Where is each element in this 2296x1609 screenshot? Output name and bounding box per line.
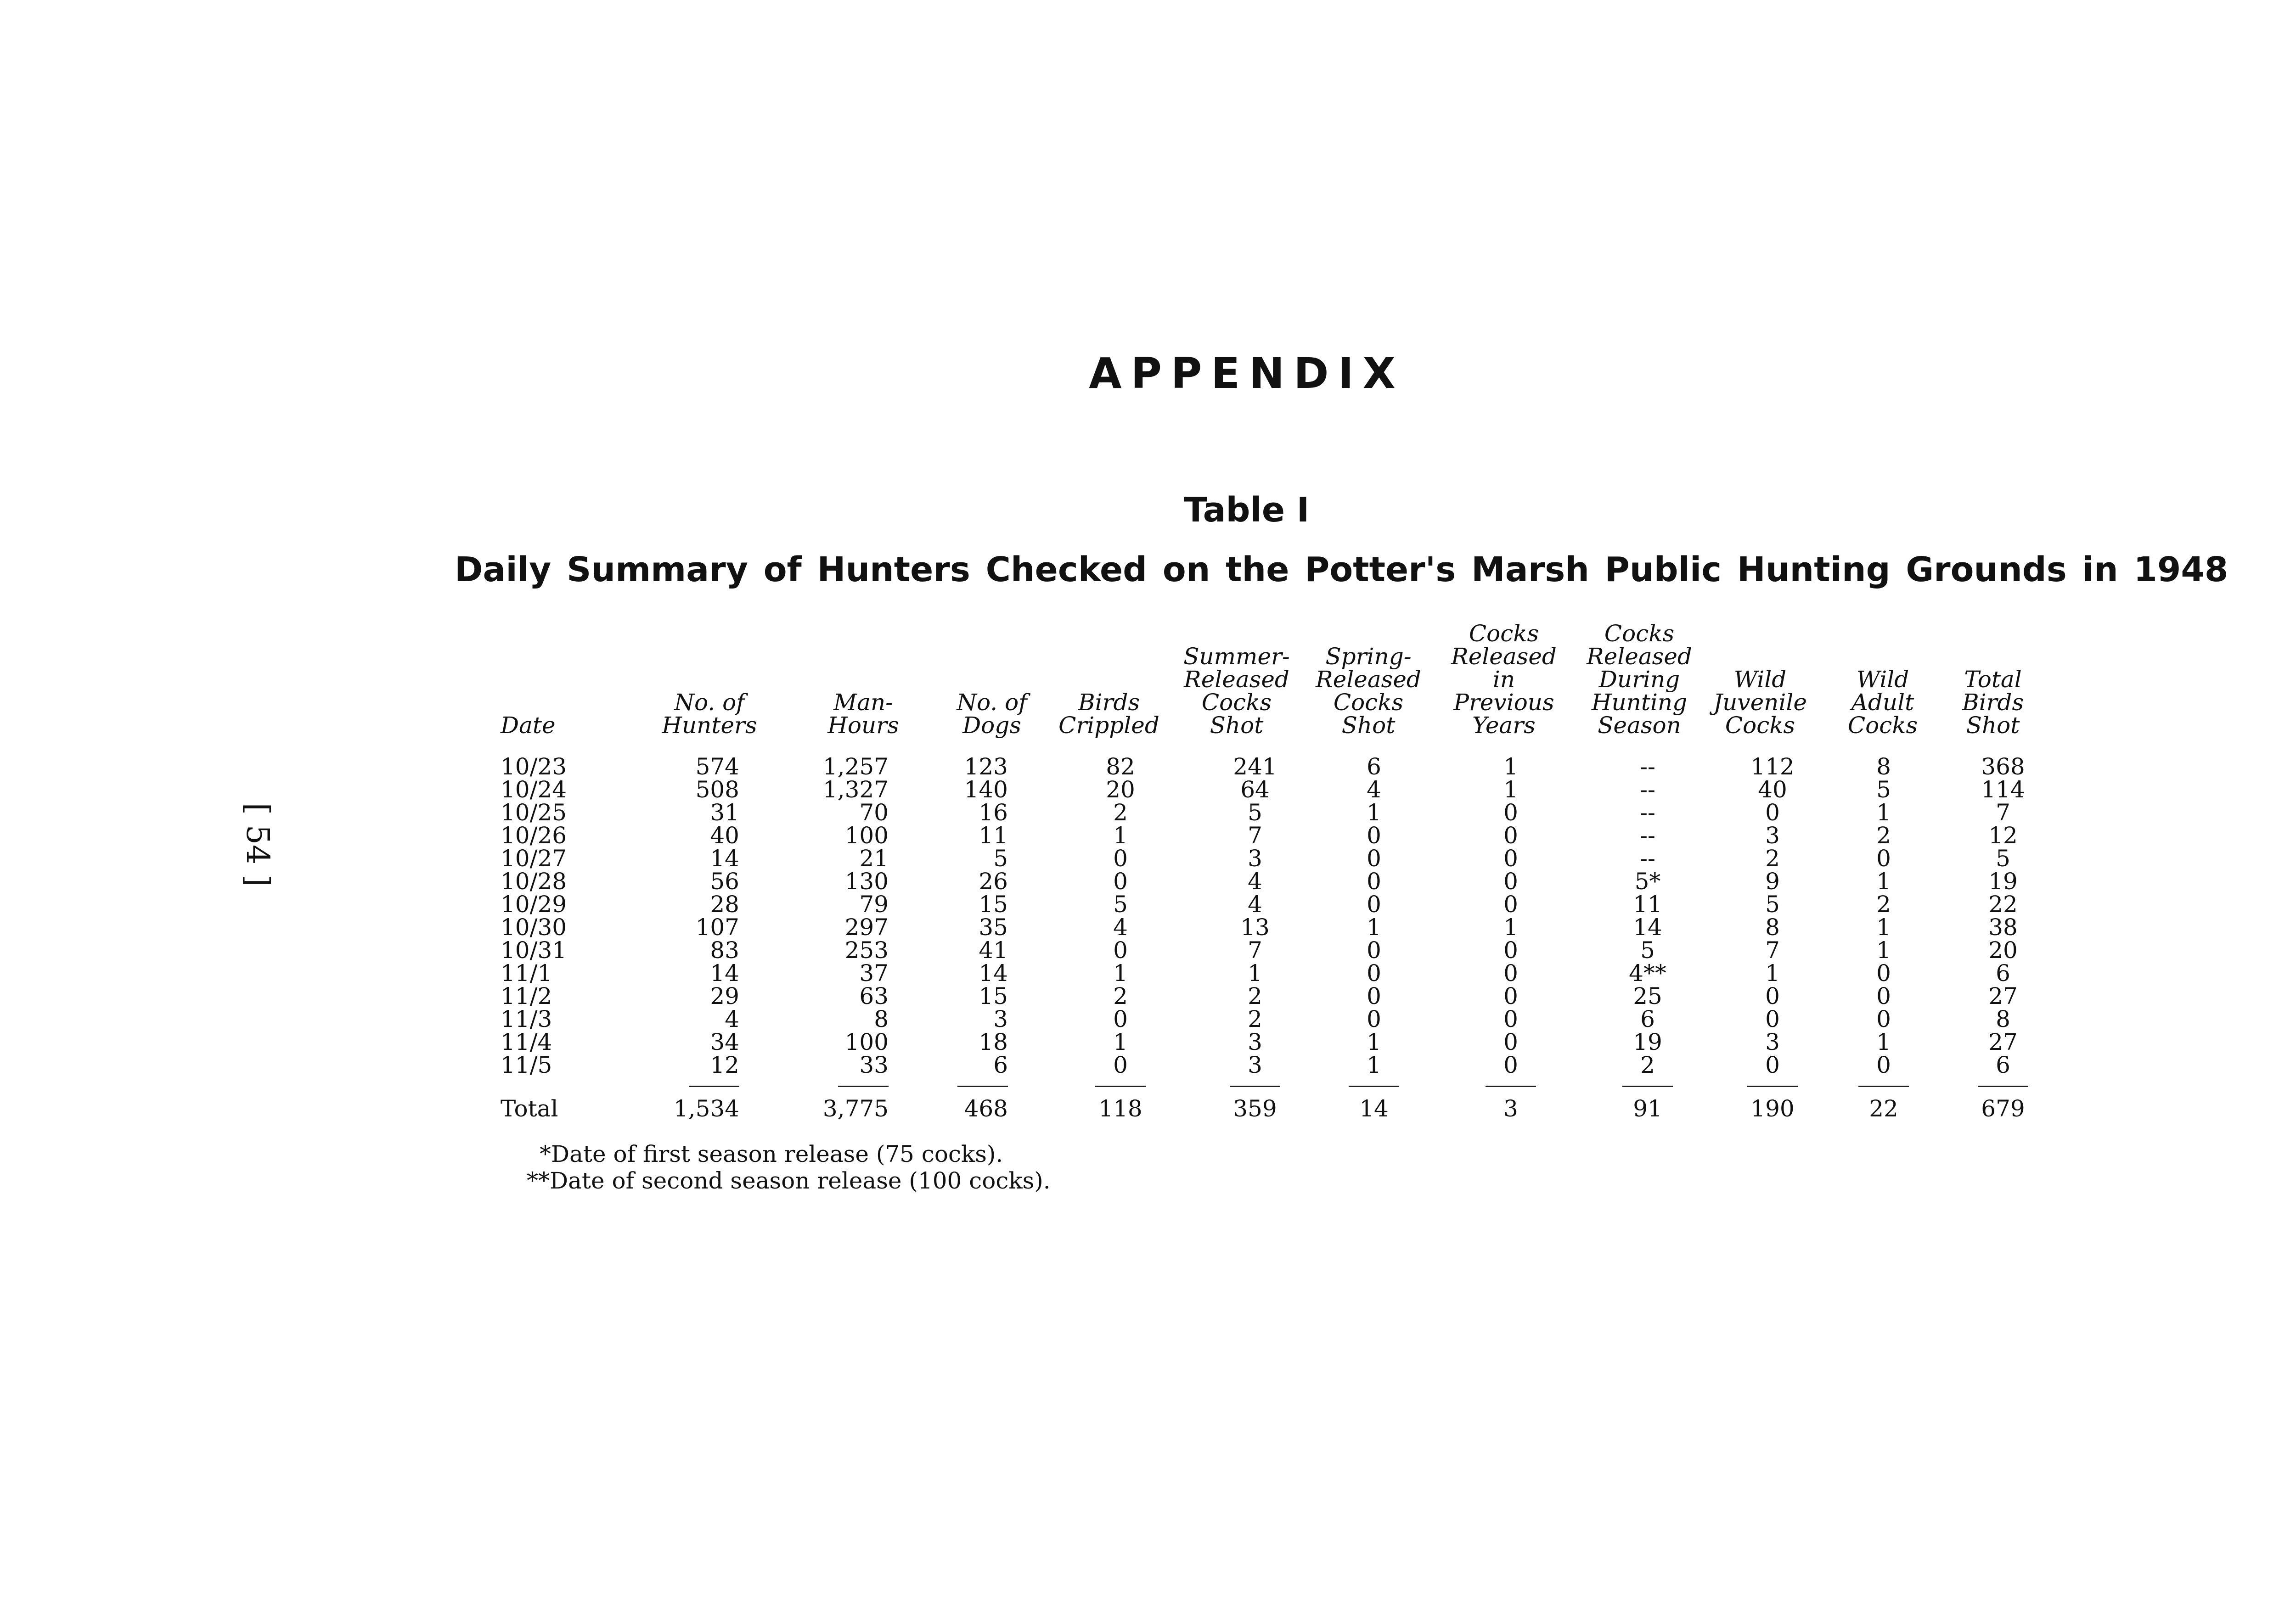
cell-man-hours: 8 xyxy=(874,1006,889,1032)
total-spring: 14 xyxy=(1359,1095,1389,1122)
cell-during: 14 xyxy=(1633,914,1662,941)
cell-hunters: 4 xyxy=(725,1006,739,1032)
total-rule-during xyxy=(1622,1086,1673,1087)
total-wild-juv: 190 xyxy=(1750,1095,1795,1122)
cell-date: 10/30 xyxy=(501,914,567,941)
total-man-hours: 3,775 xyxy=(822,1095,889,1122)
cell-spring: 0 xyxy=(1367,1006,1381,1032)
cell-man-hours: 33 xyxy=(859,1052,889,1078)
cell-man-hours: 297 xyxy=(844,914,889,941)
cell-summer: 3 xyxy=(1248,845,1262,872)
cell-spring: 0 xyxy=(1367,845,1381,872)
cell-during: 4** xyxy=(1629,960,1666,987)
cell-man-hours: 130 xyxy=(844,868,889,895)
cell-wild-adult: 0 xyxy=(1876,960,1891,987)
cell-wild-juv: 0 xyxy=(1765,1052,1780,1078)
cell-date: 10/26 xyxy=(501,822,567,849)
cell-date: 10/25 xyxy=(501,799,567,826)
total-previous: 3 xyxy=(1503,1095,1518,1122)
table-row xyxy=(478,916,2039,939)
cell-previous: 0 xyxy=(1503,822,1518,849)
cell-crippled: 5 xyxy=(1113,891,1128,918)
cell-summer: 241 xyxy=(1233,753,1277,780)
cell-hunters: 34 xyxy=(710,1029,739,1055)
footnote-second-release: **Date of second season release (100 cocks). xyxy=(527,1167,1051,1194)
cell-spring: 6 xyxy=(1367,753,1381,780)
total-hunters: 1,534 xyxy=(673,1095,739,1122)
cell-summer: 7 xyxy=(1248,937,1262,964)
table-row xyxy=(478,939,2039,962)
cell-wild-juv: 3 xyxy=(1765,1029,1780,1055)
total-rule-wild-adult xyxy=(1858,1086,1909,1087)
cell-summer: 1 xyxy=(1248,960,1262,987)
cell-crippled: 0 xyxy=(1113,868,1128,895)
cell-summer: 4 xyxy=(1248,868,1262,895)
cell-man-hours: 21 xyxy=(859,845,889,872)
cell-previous: 0 xyxy=(1503,960,1518,987)
cell-during: 5 xyxy=(1640,937,1655,964)
cell-during: -- xyxy=(1640,753,1655,780)
table-title: Daily Summary of Hunters Checked on the Potter's Marsh Public Hunting Grounds in 1948 xyxy=(455,550,2228,589)
cell-spring: 0 xyxy=(1367,983,1381,1009)
col-header-spring: Spring- Released Cocks Shot xyxy=(1316,643,1421,739)
col-header-date: Date xyxy=(501,712,556,739)
cell-wild-adult: 0 xyxy=(1876,983,1891,1009)
cell-wild-adult: 2 xyxy=(1876,891,1891,918)
cell-summer: 3 xyxy=(1248,1052,1262,1078)
cell-dogs: 15 xyxy=(979,983,1008,1009)
cell-during: -- xyxy=(1640,776,1655,803)
total-rule-wild-juv xyxy=(1747,1086,1798,1087)
cell-wild-juv: 5 xyxy=(1765,891,1780,918)
cell-summer: 2 xyxy=(1248,983,1262,1009)
cell-during: 6 xyxy=(1640,1006,1655,1032)
table-row xyxy=(478,778,2039,801)
cell-spring: 0 xyxy=(1367,868,1381,895)
cell-date: 10/31 xyxy=(501,937,567,964)
cell-hunters: 508 xyxy=(695,776,739,803)
cell-man-hours: 100 xyxy=(844,1029,889,1055)
cell-wild-juv: 7 xyxy=(1765,937,1780,964)
cell-crippled: 0 xyxy=(1113,845,1128,872)
cell-total-shot: 27 xyxy=(1988,983,2018,1009)
cell-previous: 0 xyxy=(1503,983,1518,1009)
cell-man-hours: 1,257 xyxy=(822,753,889,780)
cell-wild-juv: 0 xyxy=(1765,1006,1780,1032)
total-rule-total-shot xyxy=(1978,1086,2028,1087)
total-crippled: 118 xyxy=(1098,1095,1142,1122)
total-dogs: 468 xyxy=(964,1095,1008,1122)
cell-wild-adult: 0 xyxy=(1876,845,1891,872)
cell-wild-adult: 5 xyxy=(1876,776,1891,803)
cell-total-shot: 6 xyxy=(1996,1052,2010,1078)
cell-summer: 2 xyxy=(1248,1006,1262,1032)
col-header-total-shot: Total Birds Shot xyxy=(1962,666,2024,739)
cell-man-hours: 37 xyxy=(859,960,889,987)
cell-during: -- xyxy=(1640,845,1655,872)
cell-date: 10/28 xyxy=(501,868,567,895)
cell-wild-juv: 0 xyxy=(1765,799,1780,826)
cell-man-hours: 63 xyxy=(859,983,889,1009)
col-header-during: Cocks Released During Hunting Season xyxy=(1587,620,1692,739)
cell-previous: 0 xyxy=(1503,891,1518,918)
cell-summer: 64 xyxy=(1240,776,1270,803)
cell-during: 19 xyxy=(1633,1029,1662,1055)
cell-date: 10/23 xyxy=(501,753,567,780)
table-row xyxy=(478,1031,2039,1054)
cell-wild-juv: 9 xyxy=(1765,868,1780,895)
cell-wild-juv: 2 xyxy=(1765,845,1780,872)
data-table xyxy=(478,613,2039,1122)
col-header-hunters: No. of Hunters xyxy=(662,689,757,739)
cell-wild-adult: 1 xyxy=(1876,914,1891,941)
cell-crippled: 82 xyxy=(1106,753,1135,780)
cell-summer: 7 xyxy=(1248,822,1262,849)
cell-crippled: 20 xyxy=(1106,776,1135,803)
cell-during: 2 xyxy=(1640,1052,1655,1078)
cell-hunters: 83 xyxy=(710,937,739,964)
cell-summer: 4 xyxy=(1248,891,1262,918)
cell-during: 5* xyxy=(1634,868,1661,895)
cell-spring: 0 xyxy=(1367,822,1381,849)
col-header-dogs: No. of Dogs xyxy=(957,689,1027,739)
cell-total-shot: 20 xyxy=(1988,937,2018,964)
cell-date: 11/4 xyxy=(501,1029,552,1055)
cell-hunters: 28 xyxy=(710,891,739,918)
cell-wild-juv: 1 xyxy=(1765,960,1780,987)
cell-crippled: 1 xyxy=(1113,1029,1128,1055)
col-header-wild-adult: Wild Adult Cocks xyxy=(1847,666,1918,739)
cell-crippled: 1 xyxy=(1113,960,1128,987)
cell-dogs: 14 xyxy=(979,960,1008,987)
cell-previous: 0 xyxy=(1503,937,1518,964)
total-rule-spring xyxy=(1349,1086,1399,1087)
table-row xyxy=(478,870,2039,893)
cell-date: 11/3 xyxy=(501,1006,552,1032)
cell-wild-adult: 1 xyxy=(1876,937,1891,964)
cell-crippled: 0 xyxy=(1113,937,1128,964)
cell-wild-adult: 0 xyxy=(1876,1052,1891,1078)
cell-previous: 0 xyxy=(1503,868,1518,895)
cell-date: 10/27 xyxy=(501,845,567,872)
total-rule-summer xyxy=(1230,1086,1280,1087)
cell-crippled: 4 xyxy=(1113,914,1128,941)
table-row xyxy=(478,801,2039,824)
total-rule-man-hours xyxy=(838,1086,889,1087)
cell-total-shot: 5 xyxy=(1996,845,2010,872)
footnote-first-release: *Date of first season release (75 cocks). xyxy=(540,1141,1003,1167)
appendix-title: APPENDIX xyxy=(1089,349,1405,398)
cell-dogs: 26 xyxy=(979,868,1008,895)
cell-total-shot: 19 xyxy=(1988,868,2018,895)
col-header-summer: Summer- Released Cocks Shot xyxy=(1183,643,1290,739)
cell-total-shot: 7 xyxy=(1996,799,2010,826)
cell-previous: 1 xyxy=(1503,753,1518,780)
cell-date: 11/2 xyxy=(501,983,552,1009)
cell-total-shot: 368 xyxy=(1981,753,2025,780)
total-rule-previous xyxy=(1486,1086,1536,1087)
cell-total-shot: 22 xyxy=(1988,891,2018,918)
cell-crippled: 2 xyxy=(1113,983,1128,1009)
cell-wild-juv: 8 xyxy=(1765,914,1780,941)
cell-man-hours: 253 xyxy=(844,937,889,964)
table-row xyxy=(478,985,2039,1008)
cell-previous: 1 xyxy=(1503,914,1518,941)
cell-hunters: 574 xyxy=(695,753,739,780)
cell-total-shot: 38 xyxy=(1988,914,2018,941)
cell-dogs: 123 xyxy=(964,753,1008,780)
cell-wild-adult: 1 xyxy=(1876,799,1891,826)
cell-dogs: 15 xyxy=(979,891,1008,918)
cell-previous: 1 xyxy=(1503,776,1518,803)
cell-spring: 1 xyxy=(1367,1029,1381,1055)
cell-spring: 1 xyxy=(1367,914,1381,941)
cell-crippled: 0 xyxy=(1113,1052,1128,1078)
cell-wild-adult: 8 xyxy=(1876,753,1891,780)
cell-previous: 0 xyxy=(1503,799,1518,826)
cell-hunters: 29 xyxy=(710,983,739,1009)
cell-date: 10/29 xyxy=(501,891,567,918)
cell-man-hours: 79 xyxy=(859,891,889,918)
cell-summer: 5 xyxy=(1248,799,1262,826)
total-rule-dogs xyxy=(957,1086,1008,1087)
cell-total-shot: 8 xyxy=(1996,1006,2010,1032)
cell-spring: 0 xyxy=(1367,960,1381,987)
table-row xyxy=(478,893,2039,916)
cell-man-hours: 1,327 xyxy=(822,776,889,803)
cell-during: 25 xyxy=(1633,983,1662,1009)
cell-wild-juv: 112 xyxy=(1750,753,1795,780)
cell-wild-juv: 3 xyxy=(1765,822,1780,849)
cell-previous: 0 xyxy=(1503,1052,1518,1078)
cell-date: 11/5 xyxy=(501,1052,552,1078)
total-rule-hunters xyxy=(689,1086,739,1087)
col-header-previous: Cocks Released in Previous Years xyxy=(1451,620,1557,739)
cell-date: 10/24 xyxy=(501,776,567,803)
cell-total-shot: 6 xyxy=(1996,960,2010,987)
cell-spring: 1 xyxy=(1367,799,1381,826)
total-row xyxy=(478,1095,2039,1122)
cell-hunters: 12 xyxy=(710,1052,739,1078)
cell-man-hours: 100 xyxy=(844,822,889,849)
cell-crippled: 0 xyxy=(1113,1006,1128,1032)
cell-dogs: 35 xyxy=(979,914,1008,941)
cell-crippled: 2 xyxy=(1113,799,1128,826)
table-body xyxy=(478,755,2039,1076)
cell-spring: 0 xyxy=(1367,937,1381,964)
cell-wild-adult: 2 xyxy=(1876,822,1891,849)
table-row xyxy=(478,755,2039,778)
cell-hunters: 40 xyxy=(710,822,739,849)
cell-during: -- xyxy=(1640,799,1655,826)
cell-hunters: 31 xyxy=(710,799,739,826)
cell-dogs: 140 xyxy=(964,776,1008,803)
total-rules xyxy=(478,1076,2039,1095)
cell-wild-adult: 1 xyxy=(1876,868,1891,895)
table-row xyxy=(478,1054,2039,1076)
table-header-row xyxy=(478,613,2039,737)
cell-hunters: 14 xyxy=(710,960,739,987)
cell-total-shot: 12 xyxy=(1988,822,2018,849)
total-summer: 359 xyxy=(1233,1095,1277,1122)
cell-dogs: 6 xyxy=(993,1052,1008,1078)
table-row xyxy=(478,824,2039,847)
cell-dogs: 41 xyxy=(979,937,1008,964)
total-wild-adult: 22 xyxy=(1869,1095,1898,1122)
cell-hunters: 56 xyxy=(710,868,739,895)
cell-spring: 0 xyxy=(1367,891,1381,918)
cell-previous: 0 xyxy=(1503,1029,1518,1055)
cell-dogs: 18 xyxy=(979,1029,1008,1055)
col-header-wild-juv: Wild Juvenile Cocks xyxy=(1713,666,1807,739)
cell-wild-juv: 40 xyxy=(1758,776,1787,803)
cell-dogs: 5 xyxy=(993,845,1008,872)
cell-dogs: 3 xyxy=(993,1006,1008,1032)
cell-wild-adult: 0 xyxy=(1876,1006,1891,1032)
cell-wild-juv: 0 xyxy=(1765,983,1780,1009)
cell-man-hours: 70 xyxy=(859,799,889,826)
cell-total-shot: 114 xyxy=(1981,776,2025,803)
table-row xyxy=(478,962,2039,985)
total-total-shot: 679 xyxy=(1981,1095,2025,1122)
cell-during: -- xyxy=(1640,822,1655,849)
cell-previous: 0 xyxy=(1503,1006,1518,1032)
cell-hunters: 107 xyxy=(695,914,739,941)
cell-dogs: 11 xyxy=(979,822,1008,849)
table-row xyxy=(478,847,2039,870)
cell-spring: 1 xyxy=(1367,1052,1381,1078)
cell-crippled: 1 xyxy=(1113,822,1128,849)
cell-summer: 3 xyxy=(1248,1029,1262,1055)
cell-date: 11/1 xyxy=(501,960,552,987)
cell-spring: 4 xyxy=(1367,776,1381,803)
footnotes xyxy=(527,1141,1051,1194)
table-label: Table I xyxy=(1184,490,1310,530)
cell-during: 11 xyxy=(1633,891,1662,918)
cell-hunters: 14 xyxy=(710,845,739,872)
cell-wild-adult: 1 xyxy=(1876,1029,1891,1055)
cell-previous: 0 xyxy=(1503,845,1518,872)
col-header-crippled: Birds Crippled xyxy=(1058,689,1159,739)
col-header-man-hours: Man- Hours xyxy=(827,689,899,739)
cell-summer: 13 xyxy=(1240,914,1270,941)
total-during: 91 xyxy=(1633,1095,1662,1122)
cell-total-shot: 27 xyxy=(1988,1029,2018,1055)
cell-dogs: 16 xyxy=(979,799,1008,826)
table-row xyxy=(478,1008,2039,1031)
page-number: [ 54 ] xyxy=(239,802,276,887)
total-rule-crippled xyxy=(1095,1086,1146,1087)
total-label: Total xyxy=(501,1095,558,1122)
